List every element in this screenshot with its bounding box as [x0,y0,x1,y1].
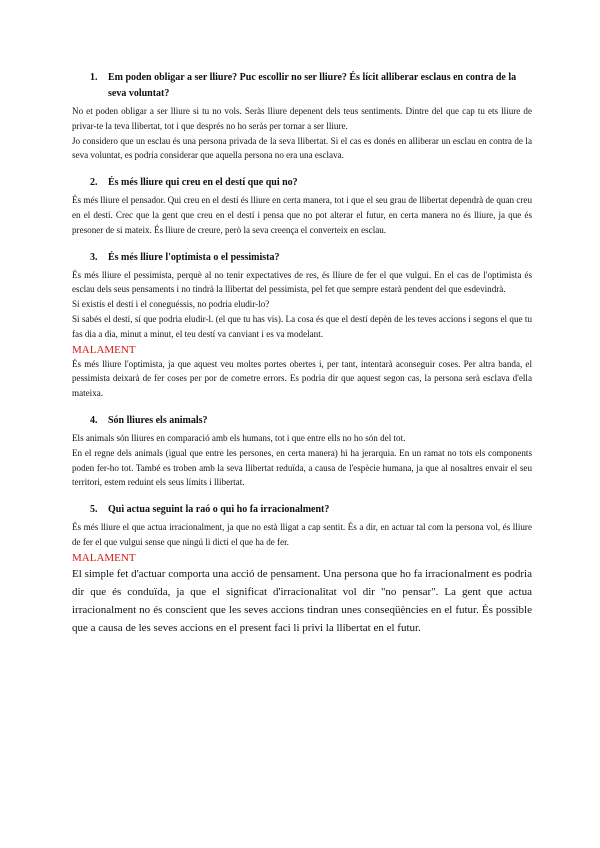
answer-paragraph: Els animals són lliures en comparació amb els humans, tot i que entre ells no ho són del tot. [72,432,406,443]
question-number: 2. [90,177,98,189]
question-number: 3. [90,251,98,263]
correction-paragraph: És més lliure l'optimista, ja que aquest veu moltes portes obertes i, per tant, intentarà aconseguir coses. Per altra banda, el pessimista deixarà de fer coses per por de cometre errors. Es podria dir que aquest segon cas, la persona serà esclava d'ella mateixa. [72,358,532,399]
question-title: És més lliure qui creu en el destí que qui no? [108,177,298,189]
question-2 [72,175,532,237]
answer-paragraph: És més lliure el pessimista, perquè al no tenir expectatives de res, és lliure de fer el que vulgui. En el cas de l'optimista és esclau dels seus pensaments i no tindrà la llibertat del pessimista, pel fet que sempre estarà pendent del que esdevindrà. [72,269,532,295]
document-body [72,70,532,649]
question-number: 1. [90,72,98,83]
correction-paragraph: El simple fet d'actuar comporta una acció de pensament. Una persona que ho fa irracionalment es podria dir que és conduïda, ja que el significat d'irracionalitat vol dir "no pensar". La gent que actua irracionalment no és conscient que les seves accions tindran unes conseqüències en el futur. És possible que a causa de les seves accions en el present faci li privi la llibertat en el futur. [72,567,532,634]
question-title: És més lliure l'optimista o el pessimista? [108,251,280,263]
question-number: 5. [90,504,98,516]
question-heading [90,413,532,429]
answer-paragraph: Jo considero que un esclau és una persona privada de la seva llibertat. Si el cas es donés en alliberar un esclau en contra de la seva voluntat, es podria considerar que aquella persona no era una esclava. [72,135,532,161]
question-heading [90,250,532,266]
answer-paragraph: En el regne dels animals (igual que entre les persones, en certa manera) hi ha jerarquia. En un ramat no tots els components poden fer-ho tot. També es troben amb la seva llibertat reduïda, a causa de l'espècie humana, ja que al nosaltres envair el seu territori, estem reduint els seus límits i llibertat. [72,447,532,488]
question-heading [90,175,532,191]
question-heading [90,70,532,102]
question-title: Són lliures els animals? [108,414,208,426]
question-5 [72,502,532,637]
answer-paragraph: És més lliure el que actua irracionalment, ja que no està lligat a cap sentit. És a dir, en actuar tal com la persona vol, és lliure de fer el que vulgui sense que ningú li dicti el que ha de fer. [72,522,532,547]
question-1 [72,70,532,163]
answer-paragraph: És més lliure el pensador. Qui creu en el destí és lliure en certa manera, tot i que el seu grau de llibertat dependrà de quan creu en el destí. Crec que la gent que creu en el destí i pensa que no pot alterar el futur, en certa manera no és lliure, ja que és presoner de si mateix. És lliure de creure, però la seva creença el converteix en esclau. [72,195,532,235]
question-4 [72,413,532,490]
question-heading [90,502,532,518]
question-number: 4. [90,414,98,426]
question-3 [72,250,532,401]
answer-paragraph: No et poden obligar a ser lliure si tu no vols. Seràs lliure depenent dels teus sentiments. Dintre del que cap tu ets lliure de privar-te la teva llibertat, tot i que després no ho seràs per tornar a ser lliure. [72,106,532,131]
answer-paragraph: Si existís el destí i el coneguéssis, no podria eludir-lo? [72,299,270,310]
question-title: Qui actua seguint la raó o qui ho fa irracionalment? [108,504,330,516]
feedback-label: MALAMENT [72,343,136,356]
question-title: Em poden obligar a ser lliure? Puc escollir no ser lliure? És lícit alliberar esclaus en contra de la seva voluntat? [108,72,517,99]
feedback-label: MALAMENT [72,551,136,564]
answer-paragraph: Si sabés el destí, sí que podria eludir-l. (el que tu has vis). La cosa és que el destí depèn de les teves accions i segons el que tu fas dia a dia, minut a minut, el teu destí va canviant i es va modelant. [72,313,532,339]
